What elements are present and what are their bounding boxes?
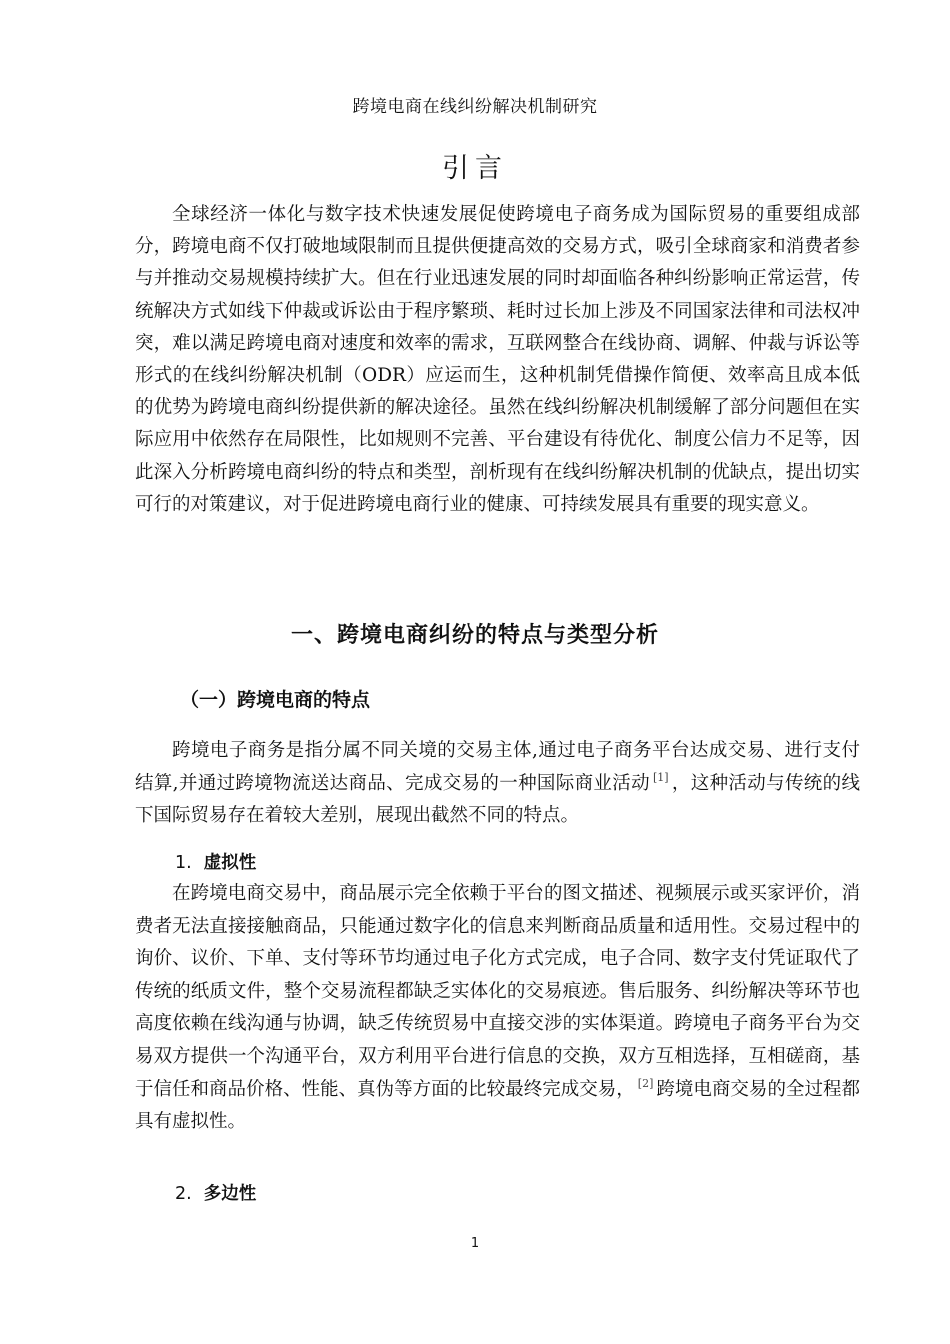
item-number: 1. <box>175 853 192 873</box>
citation-1: [1] <box>652 771 669 785</box>
intro-heading: 引言 <box>442 153 508 184</box>
item-title: 虚拟性 <box>203 853 257 873</box>
virtuality-text-continued: 跨境电商交易的全过程都具有虚拟性。 <box>135 1078 860 1133</box>
item-heading-multilaterality <box>175 1180 256 1205</box>
virtuality-paragraph <box>135 878 860 1139</box>
page-number: 1 <box>470 1236 480 1251</box>
definition-text-continued: ，这种活动与传统的线下国际贸易存在着较大差别，展现出截然不同的特点。 <box>135 772 860 827</box>
definition-paragraph <box>135 735 860 833</box>
item-heading-virtuality <box>175 849 256 874</box>
running-title: 跨境电商在线纠纷解决机制研究 <box>352 97 598 117</box>
item-title: 多边性 <box>203 1184 257 1204</box>
section-heading: 一、跨境电商纠纷的特点与类型分析 <box>290 623 659 648</box>
virtuality-text: 在跨境电商交易中，商品展示完全依赖于平台的图文描述、视频展示或买家评价，消费者无法直接接触商品，只能通过数字化的信息来判断商品质量和适用性。交易过程中的询价、议价、下单、支付等环节均通过电子化方式完成，电子合同、数字支付凭证取代了传统的纸质文件，整个交易流程都缺乏实体化的交易痕迹。售后服务、纠纷解决等环节也高度依赖在线沟通与协调，缺乏传统贸易中直接交涉的实体渠道。跨境电子商务平台为交易双方提供一个沟通平台，双方利用平台进行信息的交换，双方互相选择，互相磋商，基于信任和商品价格、性能、真伪等方面的比较最终完成交易， <box>135 883 860 1100</box>
intro-paragraph: 全球经济一体化与数字技术快速发展促使跨境电子商务成为国际贸易的重要组成部分，跨境电商不仅打破地域限制而且提供便捷高效的交易方式，吸引全球商家和消费者参与并推动交易规模持续扩大。但在行业迅速发展的同时却面临各种纠纷影响正常运营，传统解决方式如线下仲裁或诉讼由于程序繁琐、耗时过长加上涉及不同国家法律和司法权冲突，难以满足跨境电商对速度和效率的需求，互联网整合在线协商、调解、仲裁与诉讼等形式的在线纠纷解决机制（ODR）应运而生，这种机制凭借操作简便、效率高且成本低的优势为跨境电商纠纷提供新的解决途径。虽然在线纠纷解决机制缓解了部分问题但在实际应用中依然存在局限性，比如规则不完善、平台建设有待优化、制度公信力不足等，因此深入分析跨境电商纠纷的特点和类型，剖析现有在线纠纷解决机制的优缺点，提出切实可行的对策建议，对于促进跨境电商行业的健康、可持续发展具有重要的现实意义。 <box>135 204 860 515</box>
subsection-heading: （一）跨境电商的特点 <box>180 689 371 711</box>
citation-2: [2] <box>637 1077 654 1091</box>
definition-text: 跨境电子商务是指分属不同关境的交易主体,通过电子商务平台达成交易、进行支付结算,并通过跨境物流送达商品、完成交易的一种国际商业活动 <box>135 740 860 794</box>
item-number: 2. <box>175 1184 192 1204</box>
